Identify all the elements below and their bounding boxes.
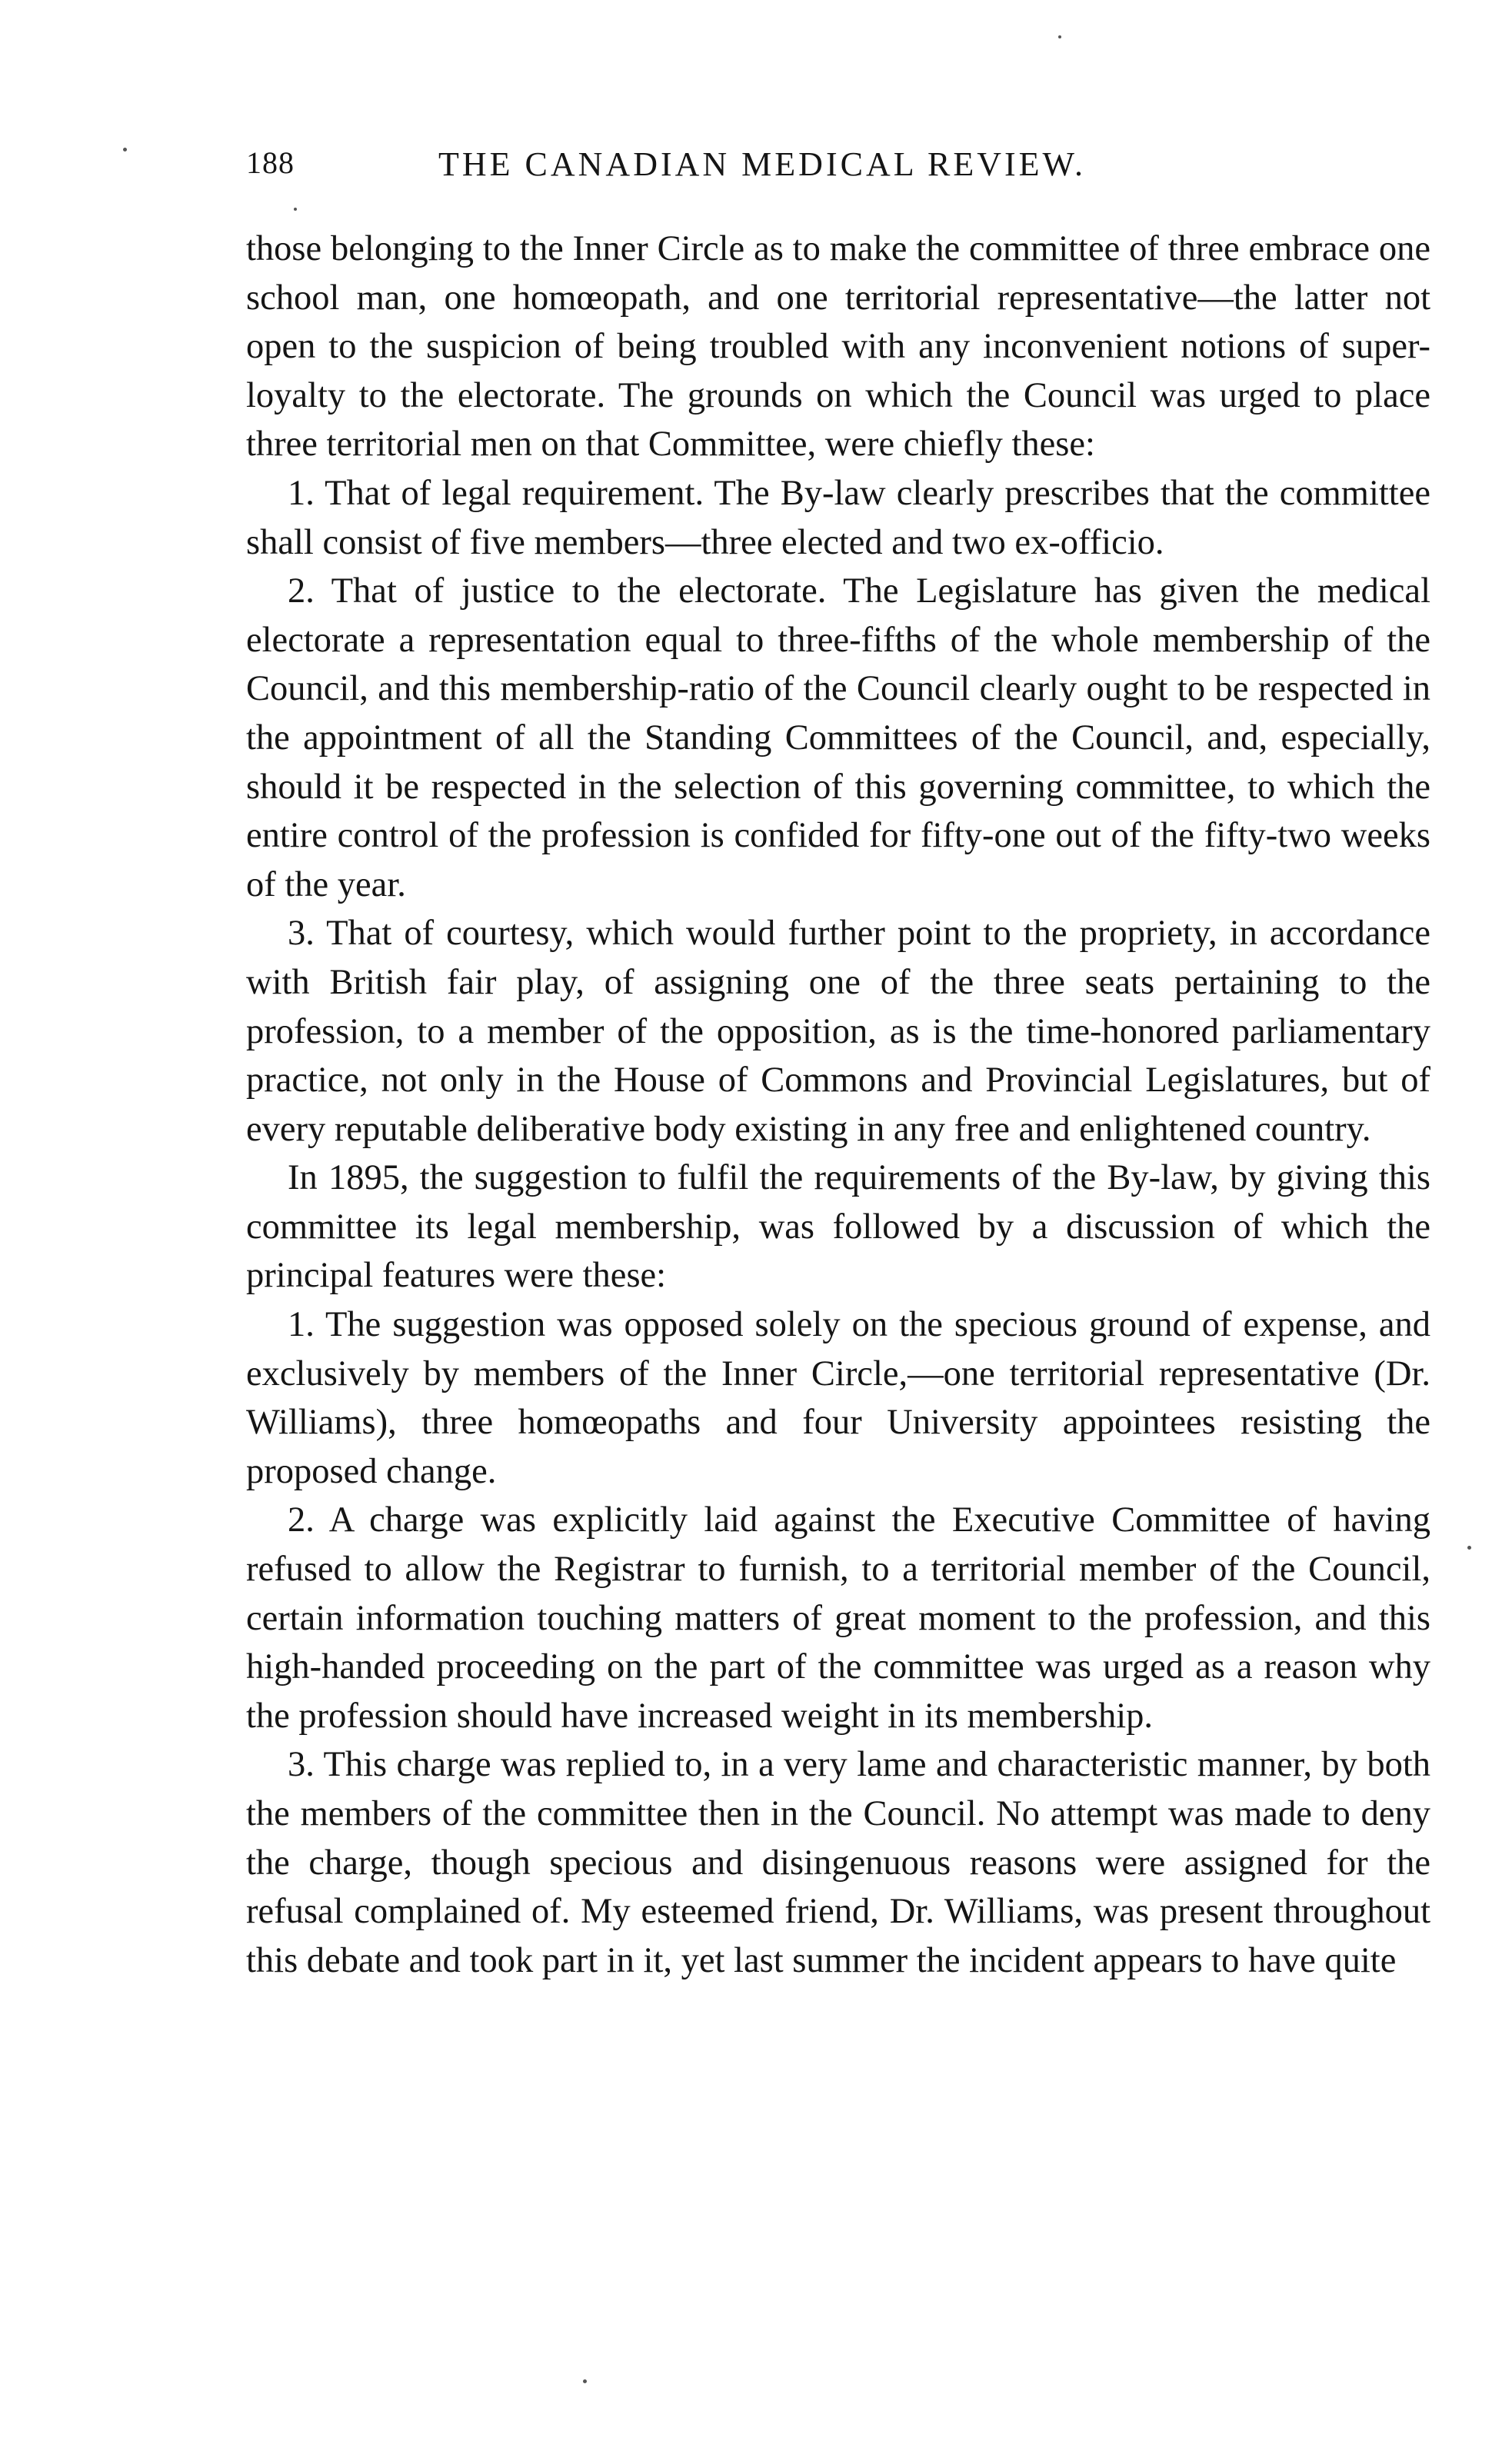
paragraph-item-reply: 3. This charge was replied to, in a very lame and characteristic manner, by both the members of the committee then in the Council. No attempt was made to deny the charge, though specious and disingenuous reasons were assigned for the refusal complained of. My esteemed friend, Dr. Williams, was present throughout this debate and took part in it, yet last summer the incident appears to have quite <box>246 1745 1430 1980</box>
paragraph-item-charge: 2. A charge was explicitly laid against the Executive Committee of having refused to allow the Registrar to furnish, to a territorial member of the Council, certain information touching matters of great moment to the profession, and this high-handed proceeding on the part of the committee was urged as a reason why the profession should have increased weight in its membership. <box>246 1500 1430 1736</box>
paragraph-item-legal-requirement: 1. That of legal requirement. The By-law clearly prescribes that the committee shall consist of five members—three elected and two ex-officio. <box>246 473 1430 562</box>
page-number: 188 <box>246 145 295 180</box>
paragraph-item-expense: 1. The suggestion was opposed solely on the specious ground of expense, and exclusively by members of the Inner Circle,—one territorial representative (Dr. Williams), three homœopaths and four University appointees resisting the proposed change. <box>246 1305 1430 1491</box>
scan-speck <box>1058 35 1061 38</box>
body-text <box>246 225 1430 1985</box>
paragraph-item-justice: 2. That of justice to the electorate. The Legislature has given the medical electorate a representation equal to three-fifths of the whole membership of the Council, and this membership-ratio of the Council clearly ought to be respected in the appointment of all the Standing Committees of the Council, and, especially, should it be respected in the selection of this governing committee, to which the entire control of the profession is confided for fifty-one out of the fifty-two weeks of the year. <box>246 571 1430 904</box>
scan-speck <box>1467 1546 1471 1550</box>
paragraph-continuation: those belonging to the Inner Circle as to make the committee of three embrace one school man, one homœopath, and one territorial representative—the latter not open to the suspicion of being troubled with any inconvenient notions of super-loyalty to the electorate. The grounds on which the Council was urged to place three territorial men on that Committee, were chiefly these: <box>246 229 1430 464</box>
running-title: THE CANADIAN MEDICAL REVIEW. <box>438 145 1086 183</box>
paragraph-item-courtesy: 3. That of courtesy, which would further point to the propriety, in accordance with British fair play, of assigning one of the three seats pertaining to the profession, to a member of the opposition, as is the time-honored parliamentary practice, not only in the House of Commons and Provincial Legislatures, but of every reputable deliberative body existing in any free and enlightened country. <box>246 914 1430 1149</box>
scan-speck <box>583 2379 587 2383</box>
scan-speck <box>123 148 127 152</box>
scan-speck <box>294 208 297 211</box>
page-header <box>246 145 1430 198</box>
paragraph-1895-discussion: In 1895, the suggestion to fulfil the requirements of the By-law, by giving this committee its legal membership, was followed by a discussion of which the principal features were these: <box>246 1158 1430 1296</box>
